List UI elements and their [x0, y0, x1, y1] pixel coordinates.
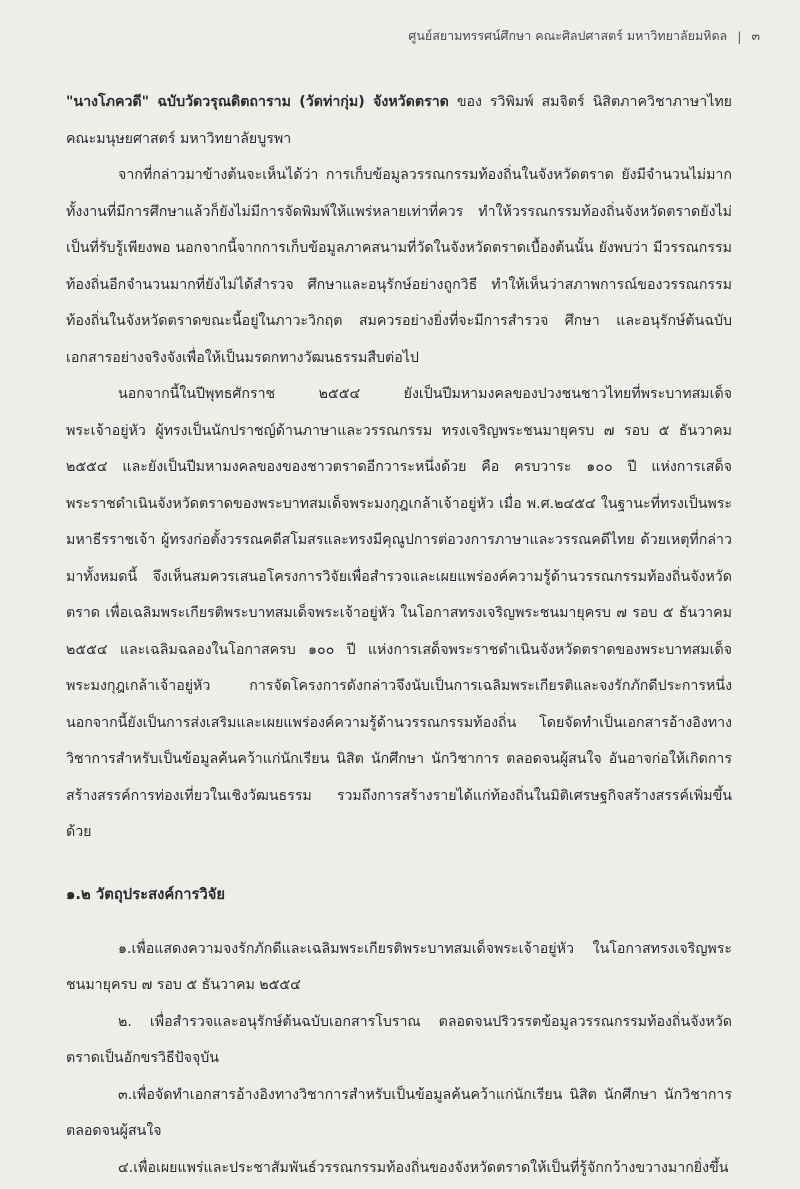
header-divider: |	[737, 28, 742, 44]
header-title: ศูนย์สยามทรรศน์ศึกษา คณะศิลปศาสตร์ มหาวิทยาลัยมหิดล	[408, 28, 728, 43]
paragraph-summary: จากที่กล่าวมาข้างต้นจะเห็นได้ว่า การเก็บข้อมูลวรรณกรรมท้องถิ่นในจังหวัดตราด ยังมีจำนวนไม่มากทั้งงานที่มีการศึกษาแล้วก็ยังไม่มีการจัดพิมพ์ให้แพร่หลายเท่าที่ควร ทำให้วรรณกรรมท้องถิ่นจังหวัดตราดยังไม่เป็นที่รับรู้เพียงพอ นอกจากนี้จากการเก็บข้อมูลภาคสนามที่วัดในจังหวัดตราดเบื้องต้นนั้น ยังพบว่า มีวรรณกรรมท้องถิ่นอีกจำนวนมากที่ยังไม่ได้สำรวจ ศึกษาและอนุรักษ์อย่างถูกวิธี ทำให้เห็นว่าสภาพการณ์ของวรรณกรรมท้องถิ่นในจังหวัดตราดขณะนี้อยู่ในภาวะวิกฤต สมควรอย่างยิ่งที่จะมีการสำรวจ ศึกษา และอนุรักษ์ต้นฉบับเอกสารอย่างจริงจังเพื่อให้เป็นมรดกทางวัฒนธรรมสืบต่อไป	[66, 167, 732, 366]
objective-item: ๔.เพื่อเผยแพร่และประชาสัมพันธ์วรรณกรรมท้องถิ่นของจังหวัดตราดให้เป็นที่รู้จักกว้างขวางมากยิ่งขึ้น	[118, 1159, 729, 1176]
work-author: ของ รวิพิมพ์ สมจิตร์ นิสิตภาควิชาภาษาไทย คณะมนุษยศาสตร์ มหาวิทยาลัยบูรพา	[66, 94, 732, 147]
section-heading: ๑.๒ วัตถุประสงค์การวิจัย	[66, 885, 226, 903]
page-content	[66, 84, 732, 1186]
paragraph-continuation	[66, 84, 732, 157]
objective-item: ๒. เพื่อสำรวจและอนุรักษ์ต้นฉบับเอกสารโบราณ ตลอดจนปริวรรตข้อมูลวรรณกรรมท้องถิ่นจังหวัดตราดเป็นอักขรวิธีปัจจุบัน	[66, 1013, 732, 1066]
page-number: ๓	[751, 28, 760, 43]
spacer	[66, 913, 732, 931]
running-header	[408, 26, 760, 46]
work-title: "นางโภควดี" ฉบับวัดวรุณดิตถาราม (วัดท่ากุ่ม) จังหวัดตราด	[66, 94, 449, 110]
objective-item: ๑.เพื่อแสดงความจงรักภักดีและเฉลิมพระเกียรติพระบาทสมเด็จพระเจ้าอยู่หัว ในโอกาสทรงเจริญพระชนมายุครบ ๗ รอบ ๕ ธันวาคม ๒๕๕๔	[66, 940, 732, 993]
spacer	[66, 851, 732, 877]
paragraph-rationale: นอกจากนี้ในปีพุทธศักราช ๒๕๕๔ ยังเป็นปีมหามงคลของปวงชนชาวไทยที่พระบาทสมเด็จพระเจ้าอยู่หัว ผู้ทรงเป็นนักปราชญ์ด้านภาษาและวรรณกรรม ทรงเจริญพระชนมายุครบ ๗ รอบ ๕ ธันวาคม ๒๕๕๔ และยังเป็นปีมหามงคลของของชาวตราดอีกวาระหนึ่งด้วย คือ ครบวาระ ๑๐๐ ปี แห่งการเสด็จพระราชดำเนินจังหวัดตราดของพระบาทสมเด็จพระมงกุฎเกล้าเจ้าอยู่หัว เมื่อ พ.ศ.๒๔๕๔ ในฐานะที่ทรงเป็นพระมหาธีรราชเจ้า ผู้ทรงก่อตั้งวรรณคดีสโมสรและทรงมีคุณูปการต่อวงการภาษาและวรรณคดีไทย ด้วยเหตุที่กล่าวมาทั้งหมดนี้ จึงเห็นสมควรเสนอโครงการวิจัยเพื่อสำรวจและเผยแพร่องค์ความรู้ด้านวรรณกรรมท้องถิ่นจังหวัดตราด เพื่อเฉลิมพระเกียรติพระบาทสมเด็จพระเจ้าอยู่หัว ในโอกาสทรงเจริญพระชนมายุครบ ๗ รอบ ๕ ธันวาคม ๒๕๕๔ และเฉลิมฉลองในโอกาสครบ ๑๐๐ ปี แห่งการเสด็จพระราชดำเนินจังหวัดตราดของพระบาทสมเด็จพระมงกุฎเกล้าเจ้าอยู่หัว การจัดโครงการดังกล่าวจึงนับเป็นการเฉลิมพระเกียรติและจงรักภักดีประการหนึ่ง นอกจากนี้ยังเป็นการส่งเสริมและเผยแพร่องค์ความรู้ด้านวรรณกรรมท้องถิ่น โดยจัดทำเป็นเอกสารอ้างอิงทางวิชาการสำหรับเป็นข้อมูลค้นคว้าแก่นักเรียน นิสิต นักศึกษา นักวิชาการ ตลอดจนผู้สนใจ อันอาจก่อให้เกิดการสร้างสรรค์การท่องเที่ยวในเชิงวัฒนธรรม รวมถึงการสร้างรายได้แก่ท้องถิ่นในมิติเศรษฐกิจสร้างสรรค์เพิ่มขึ้นด้วย	[66, 386, 732, 840]
objective-item: ๓.เพื่อจัดทำเอกสารอ้างอิงทางวิชาการสำหรับเป็นข้อมูลค้นคว้าแก่นักเรียน นิสิต นักศึกษา นักวิชาการ ตลอดจนผู้สนใจ	[66, 1086, 732, 1139]
